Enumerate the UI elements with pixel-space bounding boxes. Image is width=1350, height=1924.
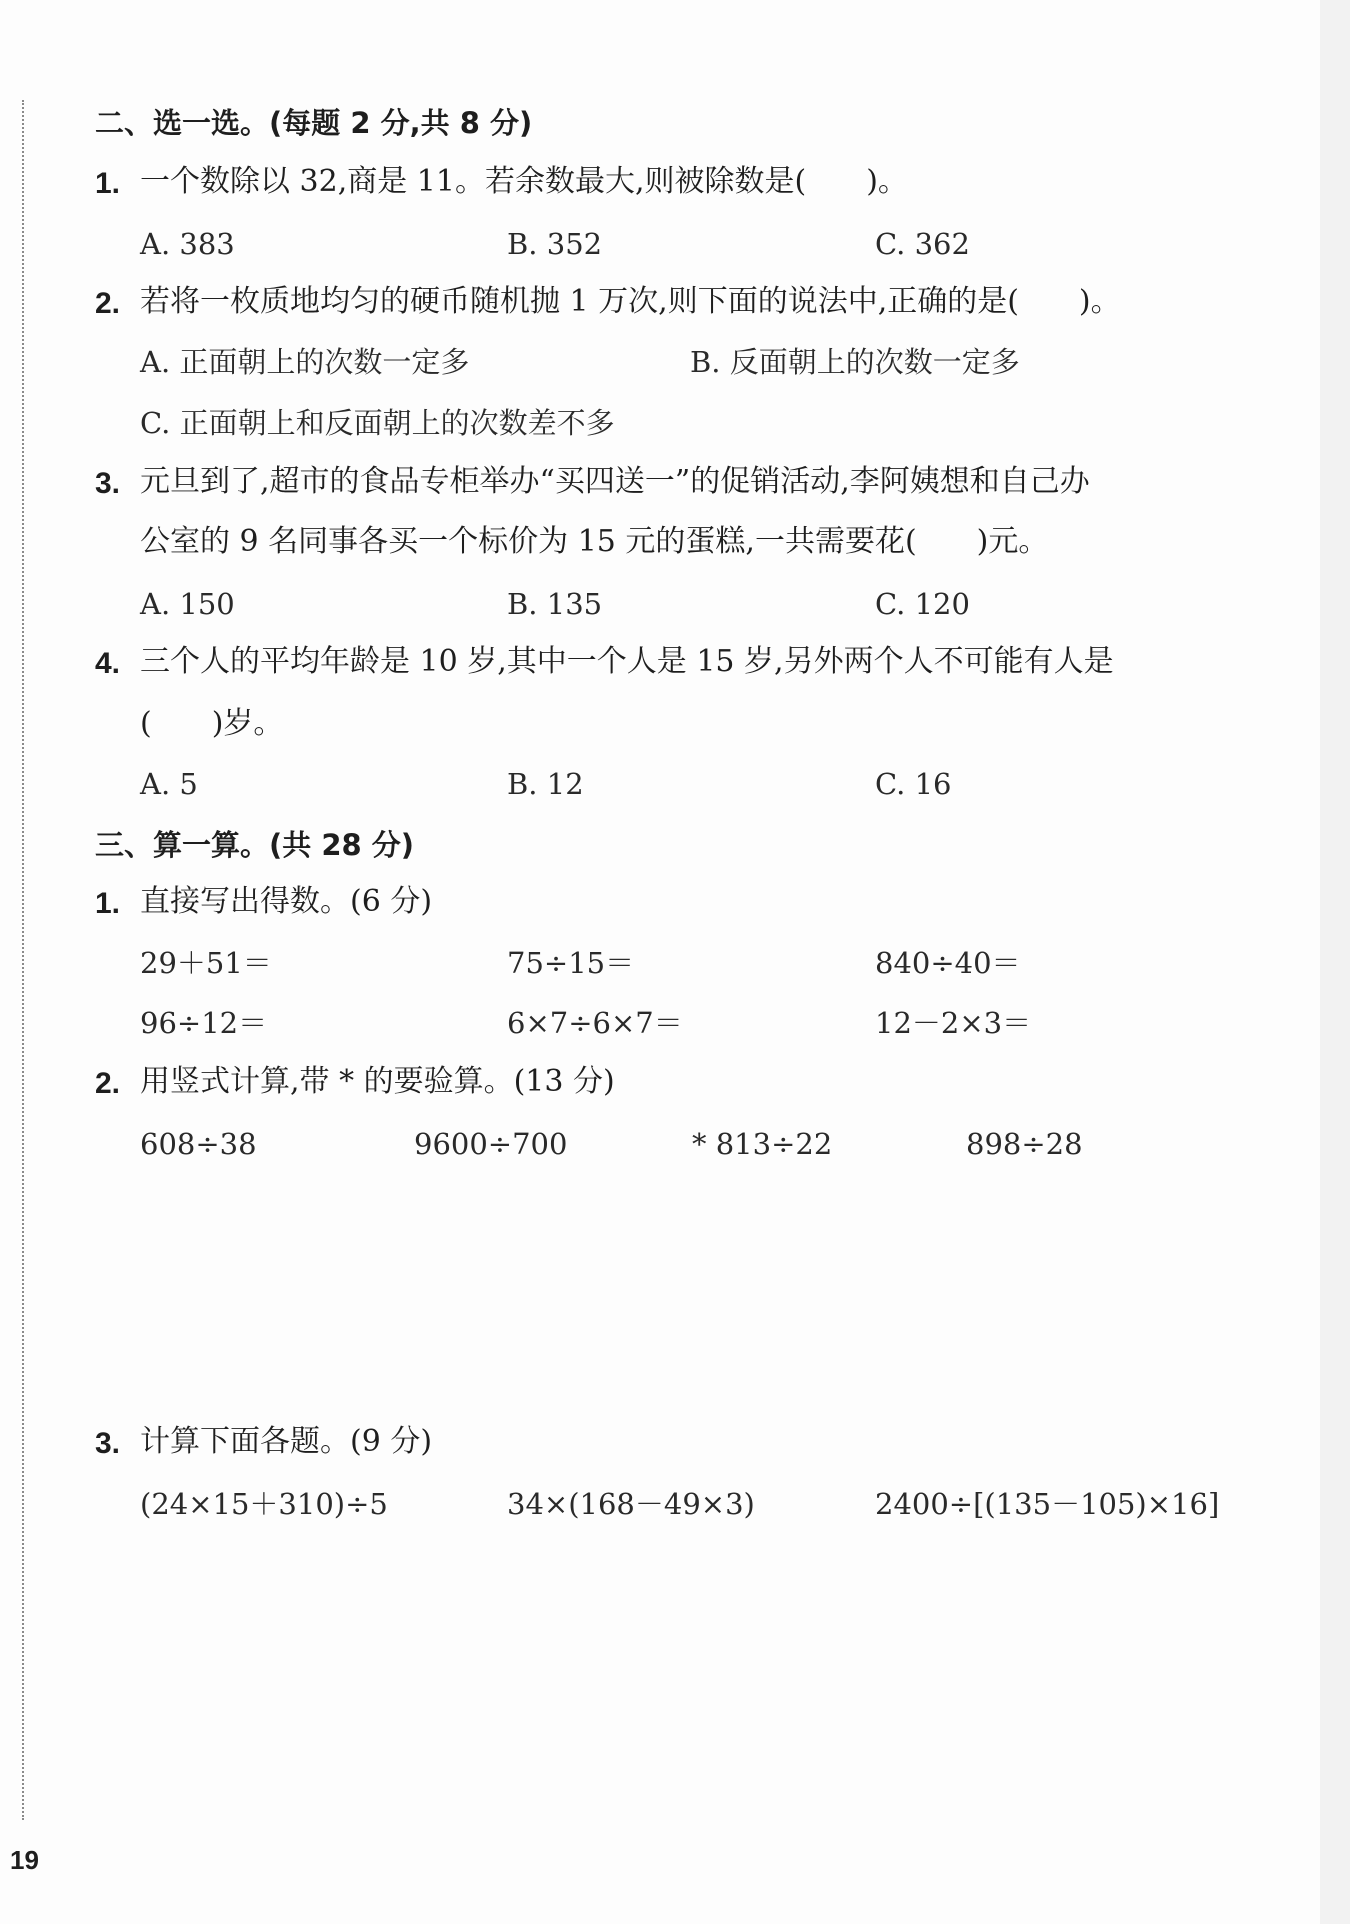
mixed-calc-item: (24×15＋310)÷5 — [140, 1487, 388, 1521]
question-number: 3. — [95, 1427, 121, 1460]
option-a[interactable]: A. 正面朝上的次数一定多 — [140, 345, 470, 379]
question-number: 1. — [95, 167, 121, 200]
vertical-calc-item: * 813÷22 — [692, 1127, 833, 1161]
question-text: 直接写出得数。(6 分) — [140, 884, 433, 919]
option-c[interactable]: C. 120 — [875, 587, 970, 621]
question-text: 元旦到了,超市的食品专柜举办“买四送一”的促销活动,李阿姨想和自己办 — [140, 464, 1090, 499]
option-b[interactable]: B. 12 — [507, 767, 584, 801]
option-c[interactable]: C. 正面朝上和反面朝上的次数差不多 — [140, 406, 615, 440]
mixed-calc-item: 34×(168－49×3) — [507, 1487, 755, 1521]
question-text: 计算下面各题。(9 分) — [140, 1424, 433, 1459]
question-number: 3. — [95, 467, 121, 500]
vertical-calc-item: 898÷28 — [966, 1127, 1083, 1161]
vertical-calc-item: 608÷38 — [140, 1127, 257, 1161]
option-b[interactable]: B. 135 — [507, 587, 603, 621]
question-text: 若将一枚质地均匀的硬币随机抛 1 万次,则下面的说法中,正确的是( )。 — [140, 284, 1121, 319]
question-text: 三个人的平均年龄是 10 岁,其中一个人是 15 岁,另外两个人不可能有人是 — [140, 644, 1114, 679]
option-a[interactable]: A. 150 — [140, 587, 235, 621]
option-b[interactable]: B. 反面朝上的次数一定多 — [690, 345, 1020, 379]
option-c[interactable]: C. 16 — [875, 767, 952, 801]
section-3-title: 三、算一算。(共 28 分) — [95, 828, 415, 862]
option-b[interactable]: B. 352 — [507, 227, 603, 261]
option-a[interactable]: A. 5 — [140, 767, 198, 801]
mixed-calc-item: 2400÷[(135－105)×16] — [875, 1487, 1220, 1521]
option-c[interactable]: C. 362 — [875, 227, 970, 261]
binding-margin-line — [22, 100, 24, 1820]
question-text: 一个数除以 32,商是 11。若余数最大,则被除数是( )。 — [140, 164, 908, 199]
question-text: 用竖式计算,带 * 的要验算。(13 分) — [140, 1064, 615, 1099]
page-number: 19 — [10, 1845, 39, 1875]
question-text-continued: ( )岁。 — [140, 706, 284, 741]
option-a[interactable]: A. 383 — [140, 227, 235, 261]
section-2-title: 二、选一选。(每题 2 分,共 8 分) — [95, 106, 533, 140]
oral-calc-item: 29＋51＝ — [140, 946, 272, 980]
question-text-continued: 公室的 9 名同事各买一个标价为 15 元的蛋糕,一共需要花( )元。 — [140, 524, 1049, 559]
question-number: 2. — [95, 1067, 121, 1100]
vertical-calc-item: 9600÷700 — [414, 1127, 568, 1161]
page-edge-shade — [1320, 0, 1350, 1924]
oral-calc-item: 75÷15＝ — [507, 946, 635, 980]
oral-calc-item: 840÷40＝ — [875, 946, 1021, 980]
question-number: 4. — [95, 647, 121, 680]
oral-calc-item: 12－2×3＝ — [875, 1006, 1032, 1040]
oral-calc-item: 96÷12＝ — [140, 1006, 268, 1040]
question-number: 1. — [95, 887, 121, 920]
oral-calc-item: 6×7÷6×7＝ — [507, 1006, 683, 1040]
question-number: 2. — [95, 287, 121, 320]
